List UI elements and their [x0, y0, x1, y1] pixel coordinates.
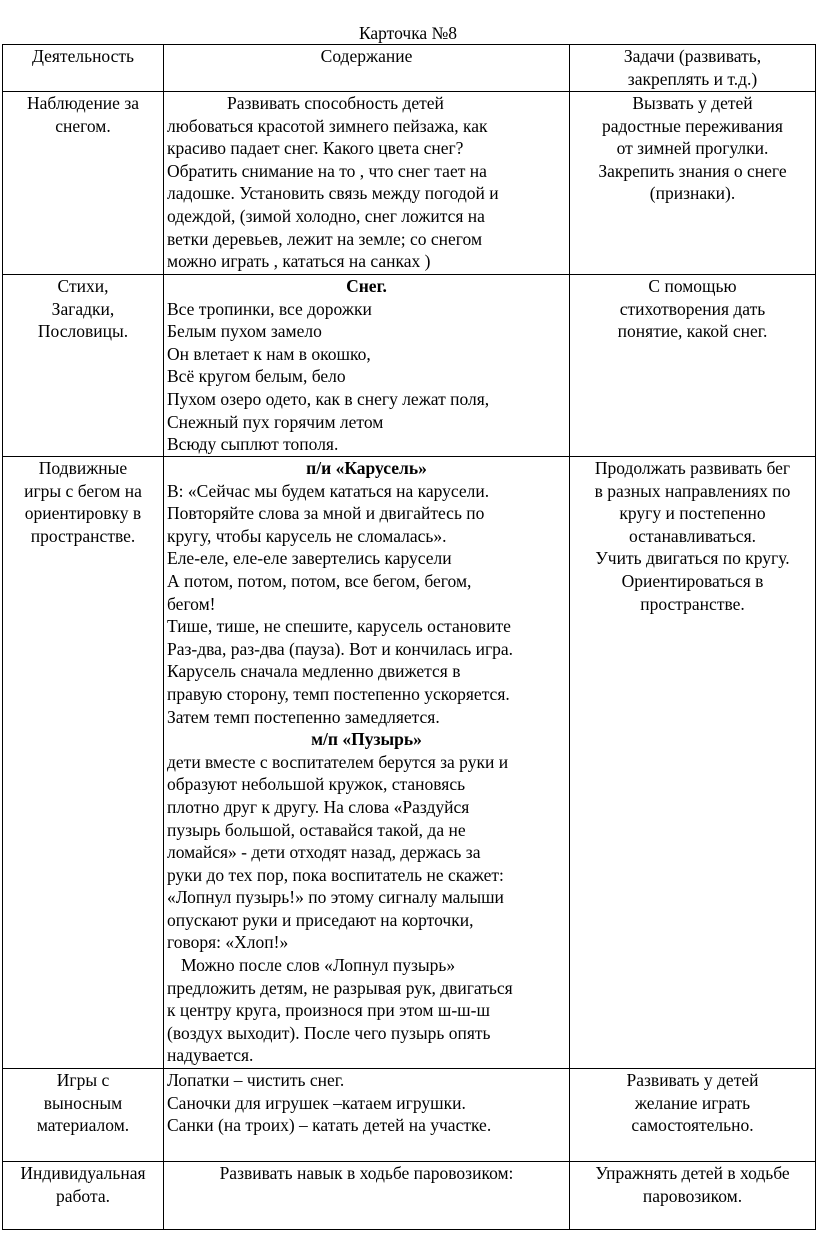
row-tasks: С помощью стихотворения дать понятие, какой снег. — [570, 275, 816, 457]
game-title-carousel: п/и «Карусель» — [306, 458, 427, 478]
row-tasks: Развивать у детей желание играть самостоятельно. — [570, 1069, 816, 1162]
row-tasks: Упражнять детей в ходьбе паровозиком. — [570, 1162, 816, 1230]
row-activity: Индивидуальная работа. — [3, 1162, 164, 1230]
row-activity: Подвижные игры с бегом на ориентировку в пространстве. — [3, 457, 164, 1069]
table-header-row — [3, 45, 816, 92]
header-activity: Деятельность — [3, 45, 164, 92]
row-content: Развивать навык в ходьбе паровозиком: — [164, 1162, 570, 1230]
row-content: Лопатки – чистить снег. Саночки для игрушек –катаем игрушки. Санки (на троих) – катать детей на участке. — [164, 1069, 570, 1162]
row-tasks: Вызвать у детей радостные переживания от зимней прогулки. Закрепить знания о снеге (признаки). — [570, 92, 816, 275]
row-tasks: Продолжать развивать бег в разных направлениях по кругу и постепенно останавливаться. Учить двигаться по кругу. Ориентироваться в пространстве. — [570, 457, 816, 1069]
row-content: Снег. Все тропинки, все дорожки Белым пухом замело Он влетает к нам в окошко, Всё кругом белым, бело Пухом озеро одето, как в снегу лежат поля, Снежный пух горячим летом Всюду сыплют тополя. — [164, 275, 570, 457]
header-content: Содержание — [164, 45, 570, 92]
activity-card-table — [2, 44, 816, 1230]
table-row — [3, 275, 816, 457]
table-row — [3, 457, 816, 1069]
row-activity: Наблюдение за снегом. — [3, 92, 164, 275]
table-row — [3, 92, 816, 275]
game-title-bubble: м/п «Пузырь» — [311, 729, 422, 750]
table-row — [3, 1069, 816, 1162]
table-row — [3, 1162, 816, 1230]
row-activity: Игры с выносным материалом. — [3, 1069, 164, 1162]
poem-title: Снег. — [346, 276, 387, 296]
header-tasks: Задачи (развивать, закреплять и т.д.) — [570, 45, 816, 92]
row-content: п/и «Карусель» В: «Сейчас мы будем кататься на карусели. Повторяйте слова за мной и двигайтесь по кругу, чтобы карусель не сломалась». Еле-еле, еле-еле завертелись карусели А потом, потом, потом, все бегом, бегом, бегом! Тише, тише, не спешите, карусель остановите Раз-два, раз-два (пауза). Вот и кончилась игра. Карусель сначала медленно движется в правую сторону, темп постепенно ускоряется. Затем темп постепенно замедляется. м/п «Пузырь» дети вместе с воспитателем берутся за руки и образуют небольшой кружок, становясь плотно друг к другу. На слова «Раздуйся пузырь большой, оставайся такой, да не ломайся» - дети отходят назад, держась за руки до тех пор, пока воспитатель не скажет: «Лопнул пузырь!» по этому сигналу малыши опускают руки и приседают на корточки, говоря: «Хлоп!» Можно после слов «Лопнул пузырь» предложить детям, не разрывая рук, двигаться к центру круга, произнося при этом ш-ш-ш (воздух выходит). После чего пузырь опять надувается. — [164, 457, 570, 1069]
row-content: Развивать способность детей любоваться красотой зимнего пейзажа, как красиво падает снег. Какого цвета снег? Обратить снимание на то , что снег тает на ладошке. Установить связь между погодой и одеждой, (зимой холодно, снег ложится на ветки деревьев, лежит на земле; со снегом можно играть , кататься на санках ) — [164, 92, 570, 275]
page-title: Карточка №8 — [358, 23, 458, 43]
row-activity: Стихи, Загадки, Пословицы. — [3, 275, 164, 457]
